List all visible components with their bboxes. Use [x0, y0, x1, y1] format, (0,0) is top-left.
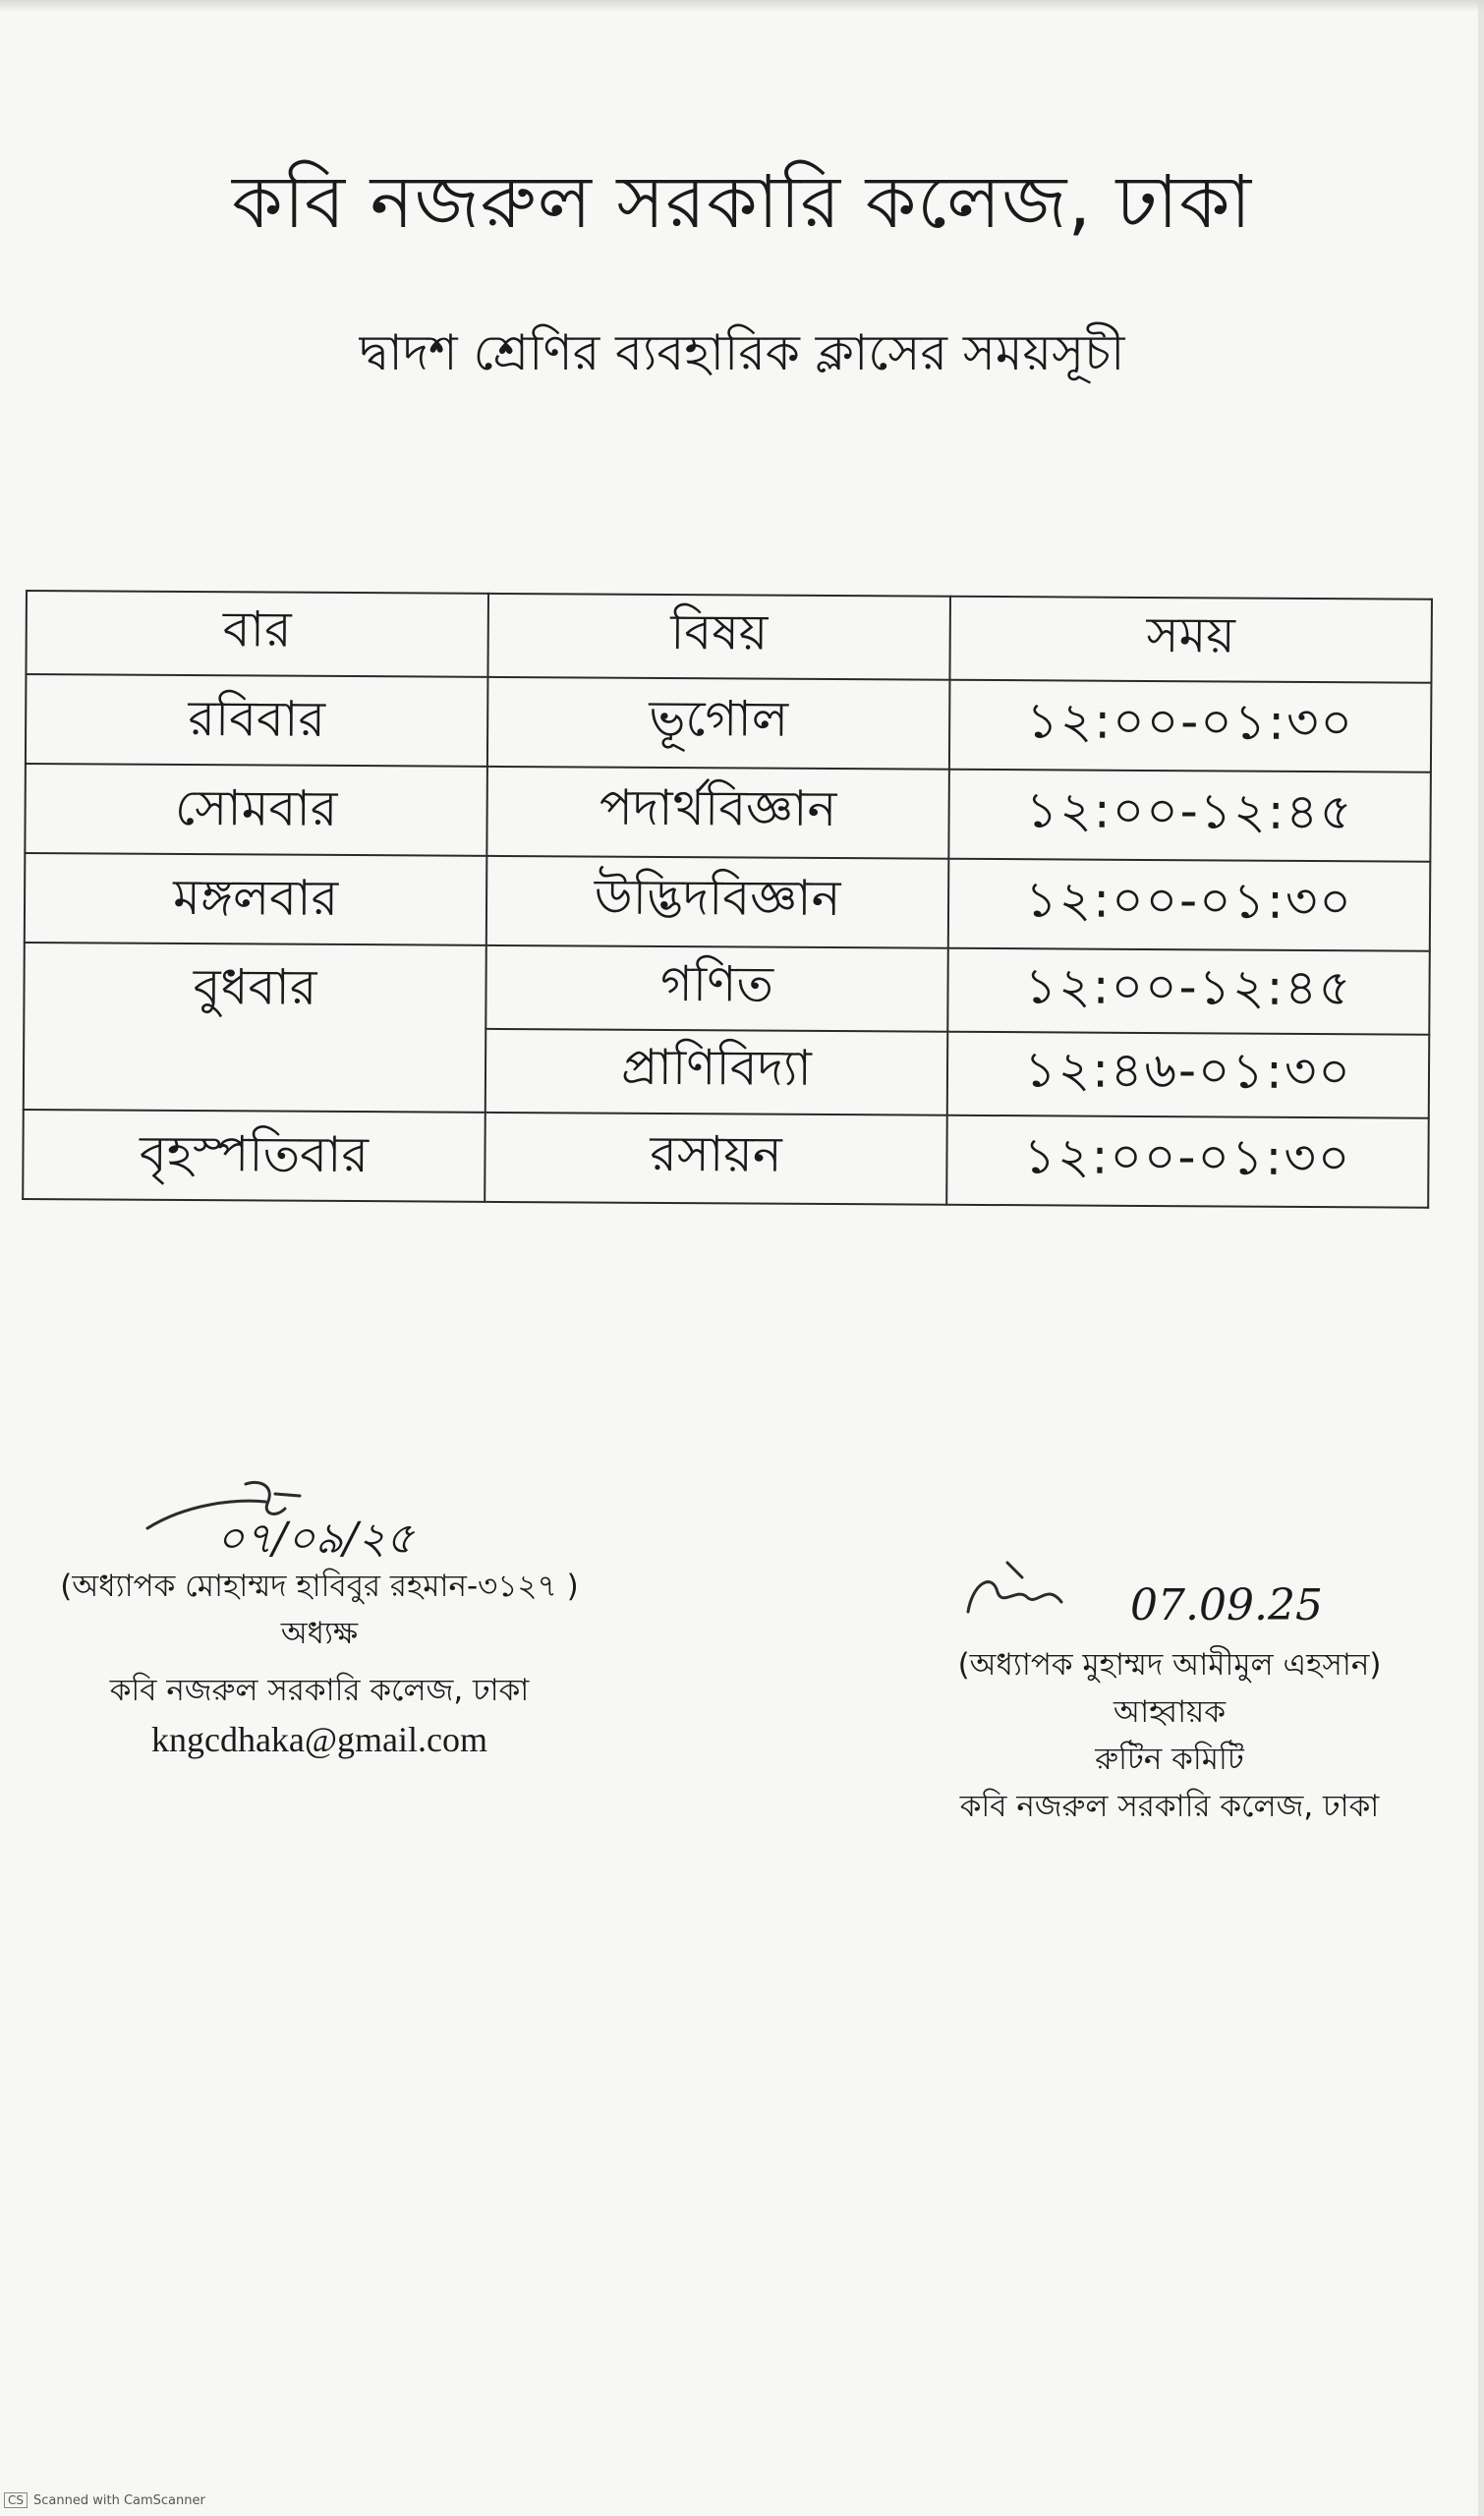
convener-designation: আহ্বায়ক: [1113, 1694, 1227, 1730]
schedule-subtitle: দ্বাদশ শ্রেণির ব্যবহারিক ক্লাসের সময়সূচী: [359, 324, 1125, 381]
camscanner-text: Scanned with CamScanner: [33, 2492, 205, 2508]
handwritten-signature-icon: [948, 1553, 1145, 1631]
subject-cell: রসায়ন: [485, 1113, 947, 1205]
time-cell: ১২:০০-০১:৩০: [948, 859, 1431, 951]
subject-cell: পদার্থবিজ্ঞান: [486, 767, 949, 859]
principal-signature-block: [20, 1494, 619, 1765]
principal-designation: অধ্যক্ষ: [280, 1616, 359, 1651]
convener-signature-date: 07.09.25: [1130, 1580, 1323, 1630]
table-row: [24, 943, 1429, 1035]
subject-cell: গণিত: [485, 945, 948, 1032]
time-cell: ১২:০০-০১:৩০: [949, 680, 1432, 772]
table-row: [23, 1110, 1429, 1208]
routine-committee-label: রুটিন কমিটি: [1095, 1742, 1244, 1777]
camscanner-logo-icon: CS: [4, 2492, 28, 2508]
convener-institution: কবি নজরুল সরকারি কলেজ, ঢাকা: [959, 1789, 1380, 1824]
practical-class-schedule-table: [22, 590, 1433, 1209]
day-cell: সোমবার: [25, 764, 487, 856]
principal-signature-date: ০৭/০৯/২৫: [216, 1514, 415, 1564]
day-cell: রবিবার: [26, 674, 488, 767]
day-cell: বুধবার: [24, 943, 486, 1113]
column-header-subject: বিষয়: [487, 594, 950, 680]
college-title: কবি নজরুল সরকারি কলেজ, ঢাকা: [231, 160, 1253, 245]
convener-signature-block: [880, 1572, 1459, 1830]
scan-top-shadow: [0, 0, 1484, 12]
time-cell: ১২:০০-০১:৩০: [946, 1115, 1429, 1208]
subject-cell: ভূগোল: [487, 677, 950, 770]
principal-email: kngcdhaka@gmail.com: [150, 1720, 488, 1759]
time-cell: ১২:০০-১২:৪৫: [947, 948, 1430, 1035]
day-cell: বৃহস্পতিবার: [23, 1110, 485, 1202]
principal-institution: কবি নজরুল সরকারি কলেজ, ঢাকা: [109, 1673, 530, 1708]
time-cell: ১২:০০-১২:৪৫: [948, 770, 1431, 862]
time-cell: ১২:৪৬-০১:৩০: [947, 1032, 1430, 1118]
subject-cell: প্রাণিবিদ্যা: [485, 1029, 948, 1115]
table-row: [25, 764, 1431, 862]
day-cell: মঙ্গলবার: [25, 853, 487, 945]
convener-name: (অধ্যাপক মুহাম্মদ আমীমুল এহসান): [957, 1647, 1382, 1683]
subject-cell: উদ্ভিদবিজ্ঞান: [486, 856, 949, 948]
column-header-time: সময়: [949, 597, 1432, 683]
principal-signature: [20, 1494, 619, 1563]
convener-signature: [880, 1572, 1459, 1641]
table-row: [25, 853, 1431, 951]
column-header-day: বার: [26, 591, 488, 677]
camscanner-watermark: [4, 2492, 205, 2508]
table-row: [26, 674, 1432, 772]
table-header-row: [26, 591, 1431, 683]
principal-name: (অধ্যাপক মোহাম্মদ হাবিবুর রহমান-৩১২৭ ): [60, 1569, 579, 1604]
